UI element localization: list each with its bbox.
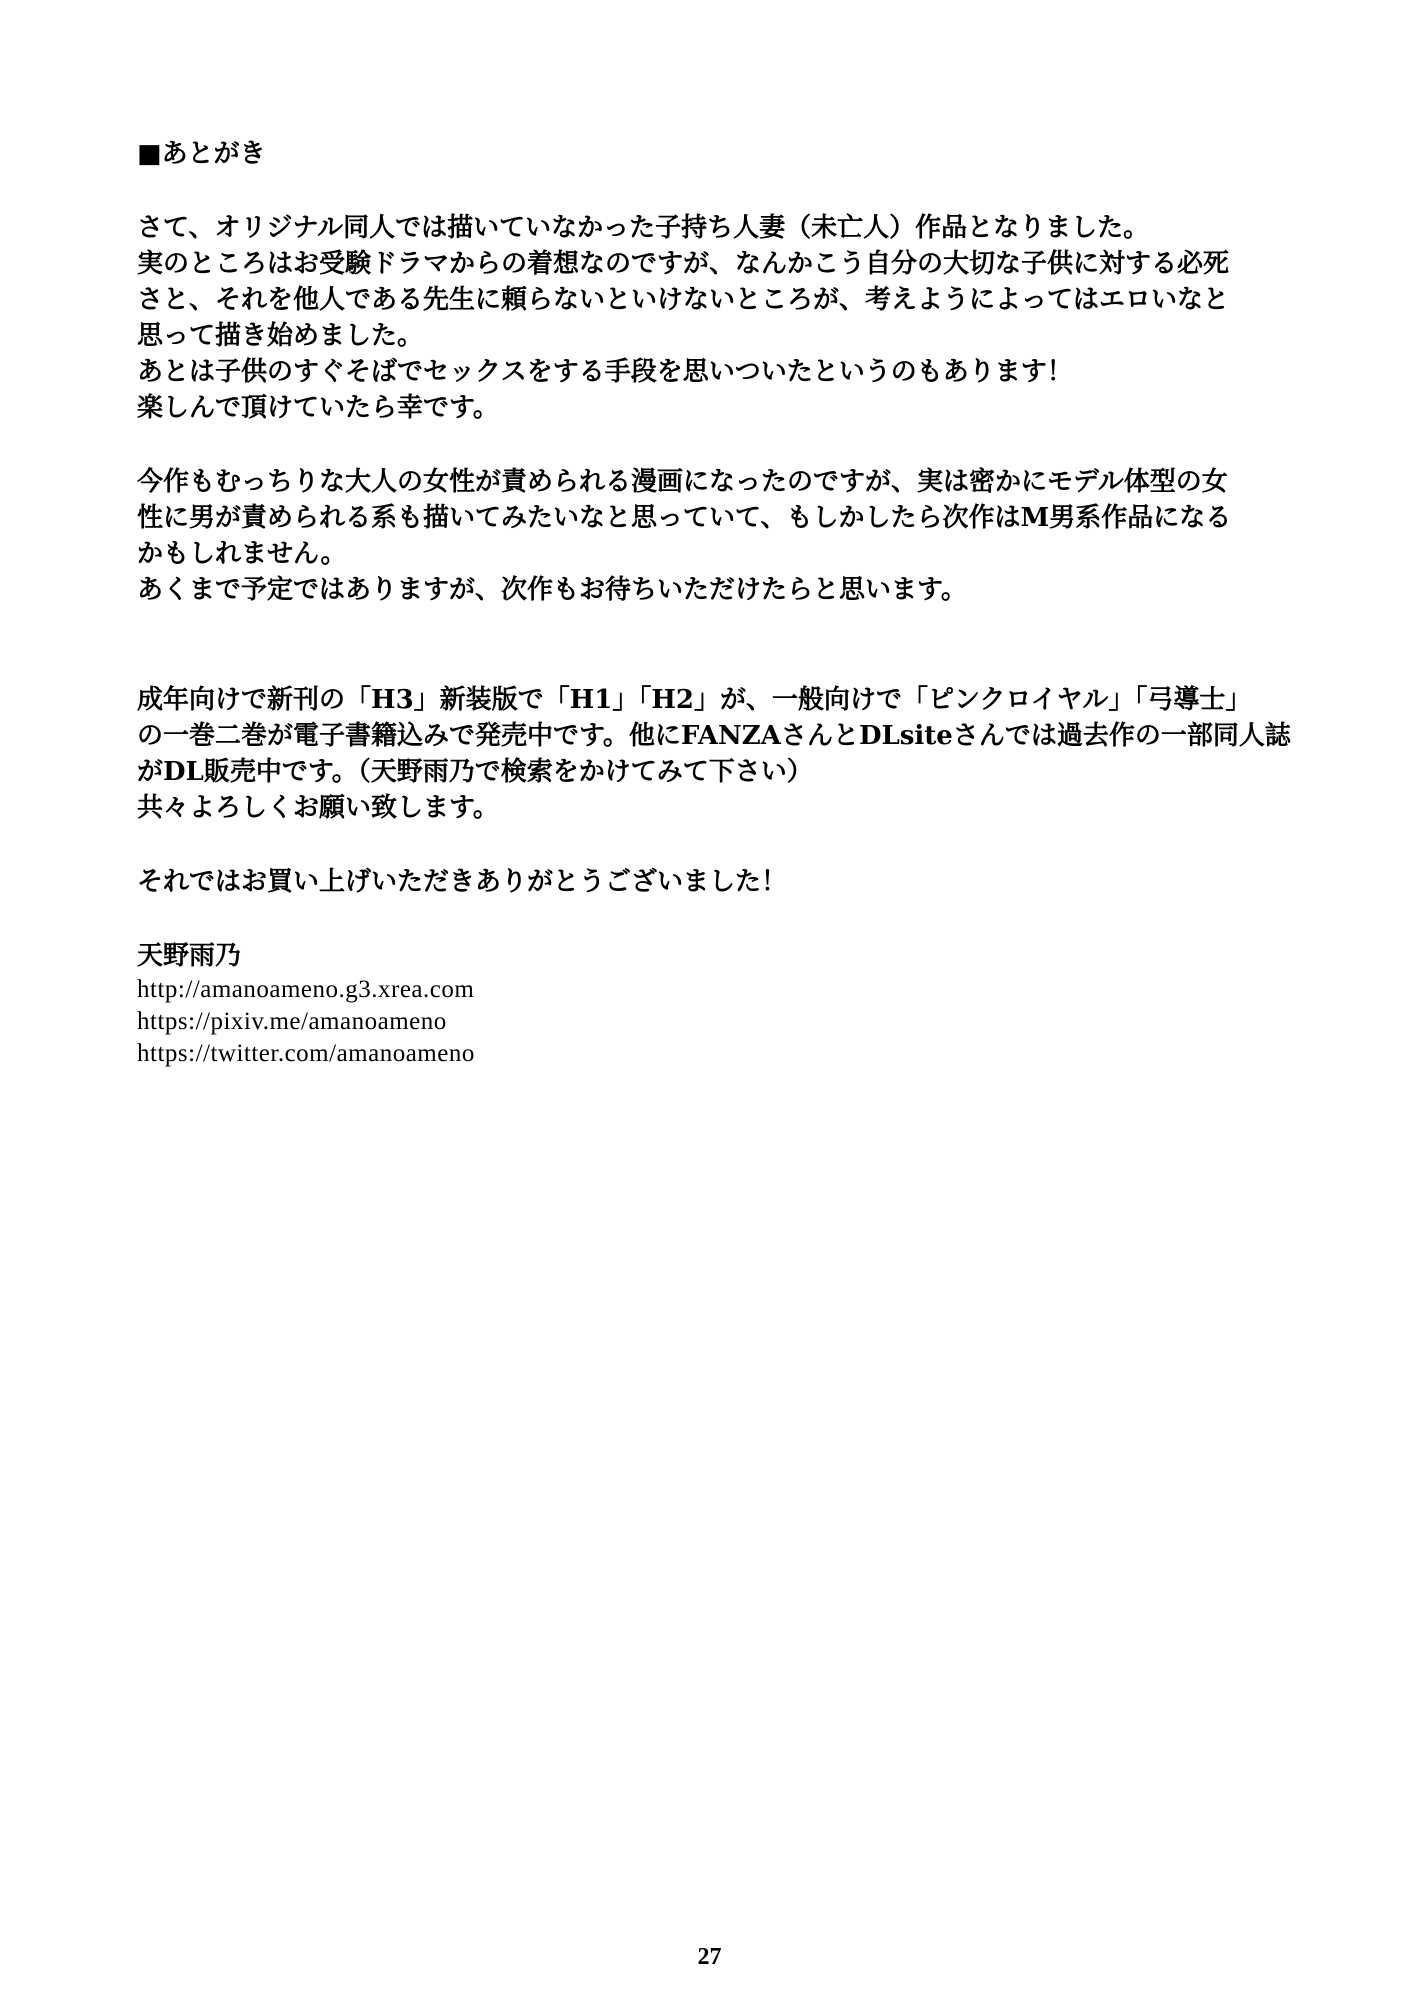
text-line: 実のところはお受験ドラマからの着想なのですが、なんかこう自分の大切な子供に対する必死: [137, 249, 1230, 279]
text-line: あとは子供のすぐそばでセックスをする手段を思いついたというのもあります！: [137, 357, 1073, 387]
text-line: 今作もむっちりな大人の女性が責められる漫画になったのですが、実は密かにモデル体型の女: [137, 467, 1228, 497]
paragraph-spacer: [137, 608, 1317, 682]
paragraph-next-work: [137, 464, 1317, 608]
text-line: がDL販売中です。（天野雨乃で検索をかけてみて下さい）: [137, 757, 813, 787]
afterword-body: [137, 136, 1317, 1070]
afterword-heading: ■あとがき: [137, 139, 266, 169]
paragraph-intro: [137, 210, 1317, 426]
text-line: かもしれません。: [137, 539, 347, 569]
paragraph-thanks: [137, 864, 1317, 900]
text-line: さと、それを他人である先生に頼らないといけないところが、考えようによってはエロいなと: [137, 285, 1230, 315]
text-line: あくまで予定ではありますが、次作もお待ちいただけたらと思います。: [137, 575, 967, 605]
paragraph-spacer: [137, 826, 1317, 864]
text-line: 成年向けで新刊の「H3」新装版で「H1」「H2」が、一般向けで「ピンクロイヤル」「弓導士」: [137, 685, 1252, 715]
text-line: 思って描き始めました。: [137, 321, 424, 351]
pixiv-link: https://pixiv.me/amanoameno: [137, 1008, 447, 1035]
page-number: 27: [697, 1944, 722, 1970]
author-name: 天野雨乃: [137, 941, 242, 971]
paragraph-spacer: [137, 900, 1317, 938]
text-line: それではお買い上げいただきありがとうございました！: [137, 867, 788, 897]
text-line: 性に男が責められる系も描いてみたいなと思っていて、もしかしたら次作はM男系作品になる: [137, 503, 1232, 533]
text-line: 楽しんで頂けていたら幸です。: [137, 393, 499, 423]
twitter-link: https://twitter.com/amanoameno: [137, 1040, 475, 1067]
paragraph-spacer: [137, 426, 1317, 464]
signature-block: [137, 938, 1317, 1070]
text-line: の一巻二巻が電子書籍込みで発売中です。他にFANZAさんとDLsiteさんでは過去作の一部同人誌: [137, 721, 1291, 751]
website-link: http://amanoameno.g3.xrea.com: [137, 976, 475, 1003]
paragraph-promotion: [137, 682, 1317, 826]
text-line: 共々よろしくお願い致します。: [137, 793, 499, 823]
text-line: さて、オリジナル同人では描いていなかった子持ち人妻（未亡人）作品となりました。: [137, 213, 1150, 243]
